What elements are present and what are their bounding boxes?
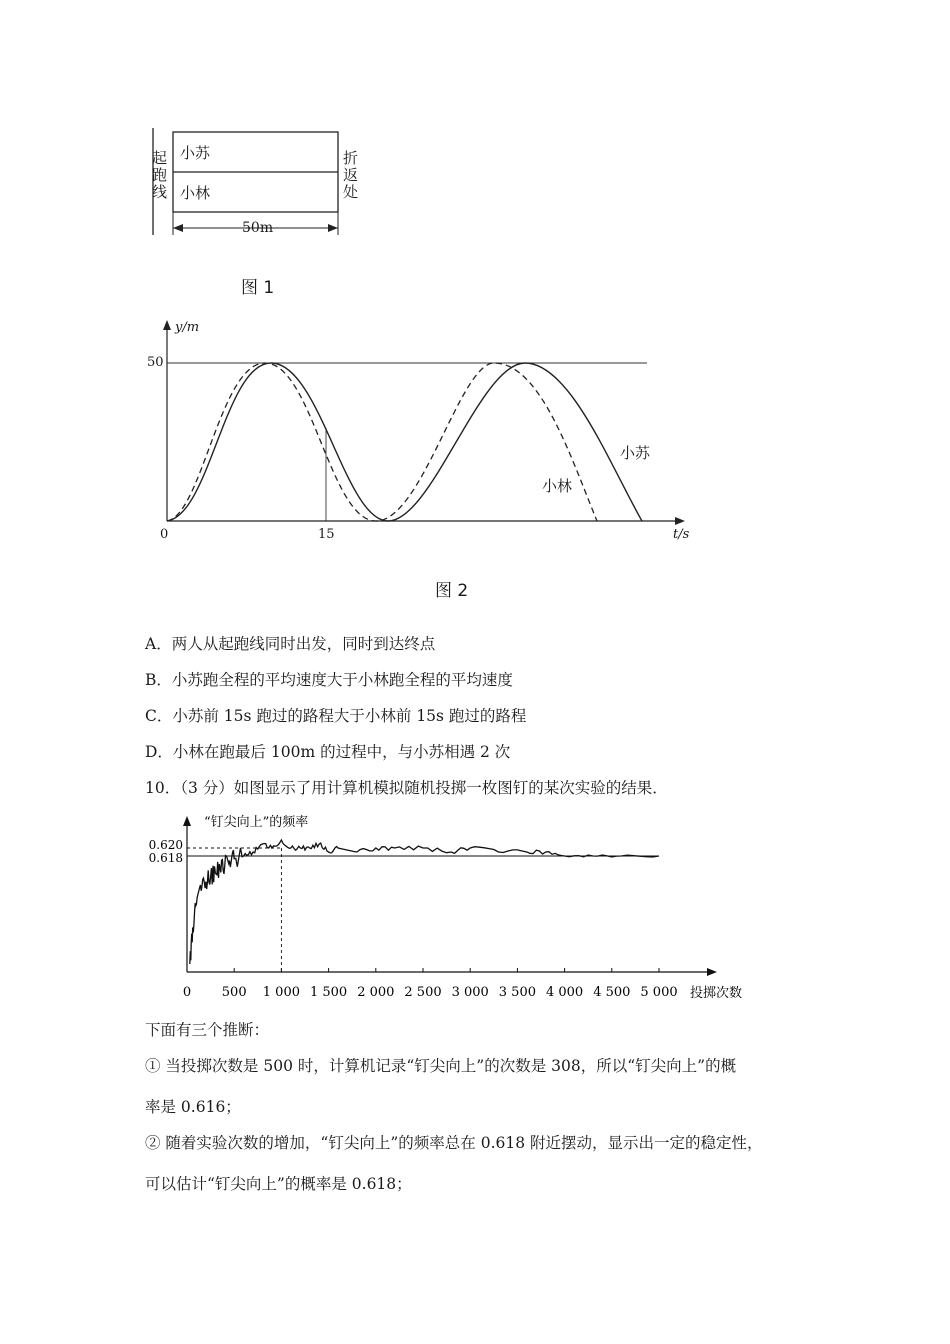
series-label-xiaosu: 小苏 <box>620 444 651 462</box>
x-axis-arrow <box>707 968 717 976</box>
x-axis-label: t/s <box>673 527 690 542</box>
frequency-line <box>190 840 659 964</box>
x-tick-label: 2 500 <box>404 985 442 1000</box>
chart-title: “钉尖向上”的频率 <box>204 815 309 830</box>
start-line-label: 起跑线 <box>152 149 168 201</box>
origin-label: 0 <box>160 527 169 542</box>
inference-2-line-1: ② 随着实验次数的增加，“钉尖向上”的频率总在 0.618 附近摆动，显示出一定的稳定性， <box>145 1134 763 1152</box>
x-tick-label: 3 500 <box>498 985 537 1000</box>
question-10-title: 10．（3 分）如图显示了用计算机模拟随机投掷一枚图钉的某次实验的结果． <box>145 779 668 797</box>
curve-xiaosu <box>167 363 642 521</box>
y-axis-arrow <box>183 816 191 826</box>
y-tick-label: 0.618 <box>148 851 183 865</box>
dimension-arrow-right <box>328 224 338 232</box>
y-axis-label: y/m <box>175 320 200 335</box>
figure-1-caption: 图 1 <box>241 278 275 298</box>
x-tick-label: 1 500 <box>309 985 348 1000</box>
track-length-label: 50m <box>242 220 274 236</box>
lane-top-label: 小苏 <box>180 144 211 162</box>
inference-1-line-2: 率是 0.616； <box>145 1098 241 1116</box>
x-tick-label: 4 500 <box>593 985 631 1000</box>
option-d: D．小林在跑最后 100m 的过程中，与小苏相遇 2 次 <box>145 743 511 761</box>
x-tick-label: 3 000 <box>451 985 489 1000</box>
x-tick-label: 5 000 <box>640 985 678 1000</box>
x-tick-label: 2 000 <box>357 985 395 1000</box>
inferences-intro: 下面有三个推断： <box>145 1021 270 1039</box>
option-b: B．小苏跑全程的平均速度大于小林跑全程的平均速度 <box>145 671 513 689</box>
y-axis-arrow <box>163 320 171 330</box>
x-tick-label: 4 000 <box>545 985 584 1000</box>
y-tick-label: 0.620 <box>148 838 183 852</box>
x-tick-label: 0 <box>182 985 192 1000</box>
option-c: C．小苏前 15s 跑过的路程大于小林前 15s 跑过的路程 <box>145 707 527 725</box>
lane-bottom-label: 小林 <box>180 184 211 202</box>
x-tick-label: 500 <box>221 985 247 1000</box>
x-axis-arrow <box>675 517 685 525</box>
x-axis-label: 投掷次数 <box>690 986 743 1001</box>
dimension-arrow-left <box>173 224 183 232</box>
x-tick-15: 15 <box>318 527 335 542</box>
series-label-xiaolin: 小林 <box>542 477 573 495</box>
turnaround-label: 折返处 <box>343 149 359 201</box>
inference-2-line-2: 可以估计“钉尖向上”的概率是 0.618； <box>145 1175 412 1193</box>
y-tick-50: 50 <box>147 355 164 370</box>
figure-2-caption: 图 2 <box>435 581 469 601</box>
x-tick-label: 1 000 <box>262 985 301 1000</box>
inference-1-line-1: ① 当投掷次数是 500 时，计算机记录“钉尖向上”的次数是 308，所以“钉尖向上”的概 <box>145 1057 737 1075</box>
option-a: A．两人从起跑线同时出发，同时到达终点 <box>145 635 436 653</box>
figure-2-graph <box>140 315 700 550</box>
curve-xiaolin <box>167 363 597 521</box>
frequency-chart <box>140 808 760 1008</box>
